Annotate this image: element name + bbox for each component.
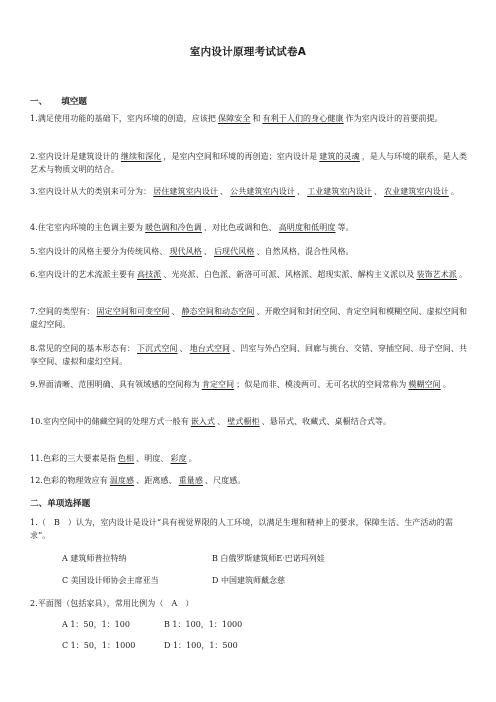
answer-blank: 重量感 bbox=[178, 476, 203, 485]
text-segment: 8.常见的空间的基本形态有： bbox=[30, 344, 136, 353]
text-segment: ，是人与环境的联系，是人类艺术与物质文明的结合。 bbox=[30, 152, 468, 174]
text-segment: 。 bbox=[188, 454, 197, 463]
text-segment: 、凹室与外凸空间、回廊与挑台、交错、穿插空间、母子空间、共享空间、虚拟和虚幻空间。 bbox=[30, 344, 468, 366]
text-segment: 10.室内空间中的储藏空间的处理方式一般有 bbox=[30, 417, 189, 426]
fill-question-11 bbox=[30, 452, 470, 465]
text-segment: 、自然风格、混合性风格。 bbox=[256, 247, 354, 256]
answer-blank: 装饰艺术派 bbox=[416, 270, 457, 279]
fill-question-10 bbox=[30, 415, 470, 428]
answer-blank: 高技派 bbox=[137, 270, 162, 279]
answer-blank: 农业建筑室内设计 bbox=[384, 187, 449, 196]
answer-blank: 公共建筑室内设计 bbox=[230, 187, 295, 196]
text-segment: 填空题 bbox=[61, 97, 87, 107]
answer-blank: 下沉式空间 bbox=[137, 344, 178, 353]
text-segment: 一、 bbox=[30, 97, 48, 107]
choice-option: A 建筑师普拉特纳 bbox=[62, 554, 127, 563]
fill-question-7 bbox=[30, 305, 470, 331]
text-segment: 、 bbox=[203, 247, 212, 256]
choice-option: B 白俄罗斯建筑师E·巴诺玛列娃 bbox=[212, 554, 325, 563]
choice-option: A 1：50，1：100 bbox=[62, 620, 130, 629]
fill-question-6 bbox=[30, 268, 470, 281]
text-segment: 1.满足使用功能的基础下，室内环境的创造，应该把 bbox=[30, 114, 217, 123]
fill-question-5 bbox=[30, 245, 470, 258]
text-segment: 、悬吊式、收藏式、桌橱结合式等。 bbox=[261, 417, 392, 426]
text-segment: 。 bbox=[458, 270, 468, 279]
text-segment: 3.室内设计从大的类别来可分为： bbox=[30, 187, 152, 196]
answer-blank: 固定空间和可变空间 bbox=[96, 307, 170, 316]
answer-blank: 有利于人们的身心健康 bbox=[262, 114, 344, 123]
choice-option: C 1：50，1：1000 bbox=[62, 641, 136, 650]
text-segment: 和 bbox=[252, 114, 261, 123]
choice-option: B 1：100，1：1000 bbox=[164, 620, 243, 629]
fill-question-2 bbox=[30, 150, 470, 176]
answer-blank: 工业建筑室内设计 bbox=[307, 187, 372, 196]
text-segment: 。 bbox=[450, 187, 459, 196]
text-segment: 、 bbox=[217, 417, 226, 426]
text-segment: 11.色彩的三大要素是指 bbox=[30, 454, 116, 463]
text-segment: 12.色彩的物理效应有 bbox=[30, 476, 108, 485]
text-segment: 、 bbox=[373, 187, 382, 196]
fill-question-3 bbox=[30, 185, 470, 198]
choice-option: D 中国建筑师戴念慈 bbox=[212, 576, 285, 585]
text-segment: 5.室内设计的风格主要分为传统风格、 bbox=[30, 247, 168, 256]
section-fill-heading bbox=[30, 95, 87, 107]
answer-blank: 暖色调和冷色调 bbox=[145, 223, 202, 232]
text-segment: 6.室内设计的艺术流派主要有 bbox=[30, 270, 136, 279]
text-segment: 、 bbox=[171, 307, 180, 316]
text-segment: ）认为，室内设计是设计“具有视觉界限的人工环境，以满足生理和精神上的要求，保障生活、生产活动的需求”。 bbox=[30, 518, 453, 540]
answer-blank: 温度感 bbox=[109, 476, 135, 485]
answer-blank: 壁式橱柜 bbox=[227, 417, 260, 426]
page-title: 室内设计原理考试试卷A bbox=[189, 46, 307, 58]
answer-blank: 现代风格 bbox=[169, 247, 202, 256]
text-segment: 4.住宅室内环境的主色调主要为 bbox=[30, 223, 144, 232]
answer-blank: 居住建筑室内设计 bbox=[153, 187, 219, 196]
text-segment: 、对比色或调和色、 bbox=[203, 223, 277, 232]
answer-blank: 高明度和低明度 bbox=[278, 223, 336, 232]
text-segment: 7.空间的类型有： bbox=[30, 307, 95, 316]
choice-question-2 bbox=[30, 597, 470, 610]
text-segment: 、 bbox=[220, 187, 229, 196]
fill-question-12 bbox=[30, 474, 470, 487]
choice-option: D 1：100，1：500 bbox=[164, 641, 238, 650]
text-segment: 、光亮派、白色派、新洛可可派、风格派、超现实派、解构主义派以及 bbox=[163, 270, 415, 279]
text-segment: ，是室内空间和环境的再创造；室内设计是 bbox=[163, 152, 318, 161]
answer-blank: 静态空间和动态空间 bbox=[181, 307, 255, 316]
choice-answer: B bbox=[53, 518, 60, 527]
text-segment: 9.界面清晰、范围明确、具有领域感的空间称为 bbox=[30, 380, 200, 389]
choice-question-1 bbox=[30, 516, 470, 542]
answer-blank: 嵌入式 bbox=[190, 417, 216, 426]
answer-blank: 肯定空间 bbox=[201, 380, 235, 389]
text-segment: 、 bbox=[296, 187, 306, 196]
answer-blank: 彩度 bbox=[170, 454, 187, 463]
text-segment: 、尺度感。 bbox=[204, 476, 246, 485]
answer-blank: 建筑的灵魂 bbox=[319, 152, 360, 161]
fill-question-4 bbox=[30, 221, 470, 234]
text-segment: 。 bbox=[442, 380, 451, 389]
text-segment: 、明度、 bbox=[136, 454, 169, 463]
choice-answer: A bbox=[171, 599, 178, 608]
answer-blank: 保障安全 bbox=[218, 114, 251, 123]
text-segment: 等。 bbox=[337, 223, 354, 232]
answer-blank: 模糊空间 bbox=[408, 380, 441, 389]
fill-question-1 bbox=[30, 112, 470, 125]
text-segment: 、开敞空间和封闭空间、肯定空间和模糊空间、虚拟空间和虚幻空间。 bbox=[30, 307, 468, 329]
text-segment: 、 bbox=[179, 344, 188, 353]
text-segment: 1.（ bbox=[30, 518, 46, 527]
answer-blank: 继续和深化 bbox=[120, 152, 162, 161]
choice-option: C 美国设计师协会主席亚当 bbox=[62, 576, 159, 585]
text-segment: ） bbox=[185, 599, 194, 608]
text-segment: 、距离感、 bbox=[136, 476, 177, 485]
text-segment: 2.平面图（包括家具），常用比例为（ bbox=[30, 599, 164, 608]
fill-question-9 bbox=[30, 378, 470, 391]
answer-blank: 色相 bbox=[117, 454, 135, 463]
answer-blank: 地台式空间 bbox=[189, 344, 231, 353]
text-segment: 2.室内设计是建筑设计的 bbox=[30, 152, 119, 161]
text-segment: 作为室内设计的首要前提。 bbox=[345, 114, 443, 123]
answer-blank: 后现代风格 bbox=[213, 247, 255, 256]
section-choice-heading: 二、单项选择题 bbox=[30, 499, 91, 509]
text-segment: ；似是而非、模凌两可、无可名状的空间常称为 bbox=[236, 380, 407, 389]
fill-question-8 bbox=[30, 342, 470, 368]
